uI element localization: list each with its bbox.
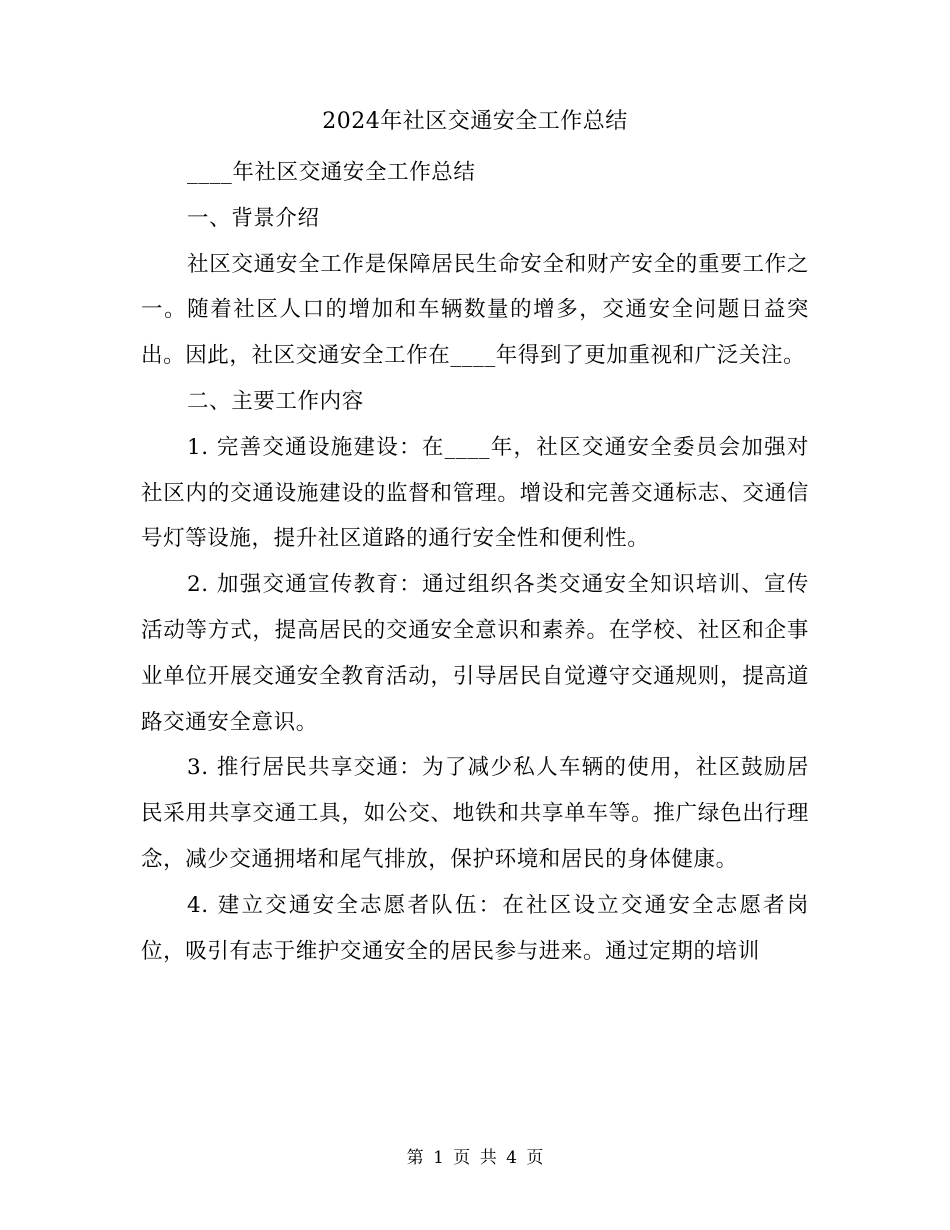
section-heading-background: 一、背景介绍 [187, 205, 320, 231]
work-item-4: 4. 建立交通安全志愿者队伍：在社区设立交通安全志愿者岗位，吸引有志于维护交通安全的居民参与进来。通过定期的培训 [141, 892, 809, 964]
subtitle-paragraph: ____年社区交通安全工作总结 [187, 160, 476, 185]
work-item-3: 3. 推行居民共享交通：为了减少私人车辆的使用，社区鼓励居民采用共享交通工具，如公交、地铁和共享单车等。推广绿色出行理念，减少交通拥堵和尾气排放，保护环境和居民的身体健康。 [141, 755, 809, 872]
work-item-1: 1. 完善交通设施建设：在____年，社区交通安全委员会加强对社区内的交通设施建设的监督和管理。增设和完善交通标志、交通信号灯等设施，提升社区道路的通行安全性和便利性。 [141, 434, 809, 552]
page-number-footer: 第 1 页 共 4 页 [406, 1148, 544, 1168]
document-title: 2024年社区交通安全工作总结 [322, 109, 628, 134]
work-item-2: 2. 加强交通宣传教育：通过组织各类交通安全知识培训、宣传活动等方式，提高居民的交通安全意识和素养。在学校、社区和企事业单位开展交通安全教育活动，引导居民自觉遵守交通规则，提高道路交通安全意识。 [141, 572, 809, 735]
background-paragraph: 社区交通安全工作是保障居民生命安全和财产安全的重要工作之一。随着社区人口的增加和车辆数量的增多，交通安全问题日益突出。因此，社区交通安全工作在____年得到了更加重视和广泛关注。 [141, 251, 809, 369]
document-body [141, 150, 809, 974]
section-heading-main-work: 二、主要工作内容 [187, 388, 364, 414]
